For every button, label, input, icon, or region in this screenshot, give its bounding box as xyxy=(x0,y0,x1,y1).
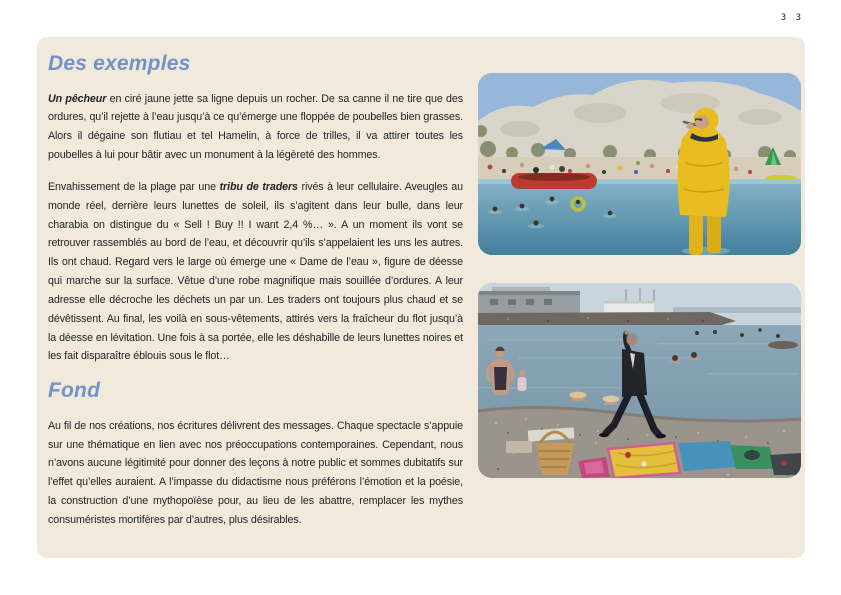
paragraph-traders xyxy=(48,178,463,366)
paragraph-traders-pre: Envahissement de la plage par une xyxy=(48,180,220,193)
bold-lead-un-pecheur: Un pêcheur xyxy=(48,92,107,105)
paragraph-pecheur-text: en ciré jaune jette sa ligne depuis un rocher. De sa canne il ne tire que des ordures, qu’il rejette à l’eau jusqu’à ce qu’émerge une floppée de poubelles bien grasses. Alors il dégaine son flutiau et tel Hamelin, à force de trilles, il va attirer toutes les poubelles à lui pour bâtir avec un monument à la légèreté des hommes. xyxy=(48,92,463,162)
sea xyxy=(478,179,801,255)
paragraph-fond: Au fil de nos créations, nos écritures délivrent des messages. Chaque spectacle s’appuie sur une thématique en lien avec nos préoccupations contemporaines. Cependant, nous n’avons aucune légitimité pour donner des leçons à notre public et sommes dubitatifs sur l’effet qu’elles auraient. A l’impasse du didactisme nous préférons l’émotion et la poésie, la construction d’une mythopoïèse pour, au lieu de les abattre, remplacer les mythes consuméristes mortifères par d’autres, plus désirables. xyxy=(48,419,463,526)
photo1-illustration xyxy=(478,73,801,255)
paragraph-traders-text: rivés à leur cellulaire. Aveugles au monde réel, derrière leurs lunettes de soleil, ils s’agitent dans leur bulle, dans leur charabia on distingue du « Sell ! Buy !! I want 2,4 %… ». A un moment ils vont se retrouver rassemblés au bord de l’eau, et découvrir qu’ils s’appelaient les uns les autres. Ils ont chaud. Regard vers le large où émerge une « Dame de l’eau », figure de déesse qui marche sur la surface. Vêtue d’une robe magnifique mais souillée d’ordures. A leur adresse elle décroche les déchets un par un. Les traders ont toujours plus chaud et se dévêtissent. Au final, les voilà en sous-vêtements, attirés vers la fraîcheur du flot jusqu’à la déesse en lévitation. Une fois à sa portée, elle les déshabille de leurs lunettes noires et les fait disparaître éblouis sous le flot… xyxy=(48,180,463,363)
child-bather xyxy=(518,370,527,392)
photo2-illustration xyxy=(478,283,801,478)
section-heading-fond: Fond xyxy=(48,379,101,403)
text-column xyxy=(48,51,463,530)
section-heading-des-exemples: Des exemples xyxy=(48,52,191,75)
bold-tribu-de-traders: tribu de traders xyxy=(219,180,298,193)
page-number: 3 3 xyxy=(780,13,803,23)
shore-rocks-right xyxy=(768,341,798,349)
paragraph-pecheur xyxy=(48,90,463,165)
content-panel xyxy=(37,37,805,558)
photo-beach-flute-player xyxy=(478,73,801,255)
photo-beach-suit-man xyxy=(478,283,801,478)
